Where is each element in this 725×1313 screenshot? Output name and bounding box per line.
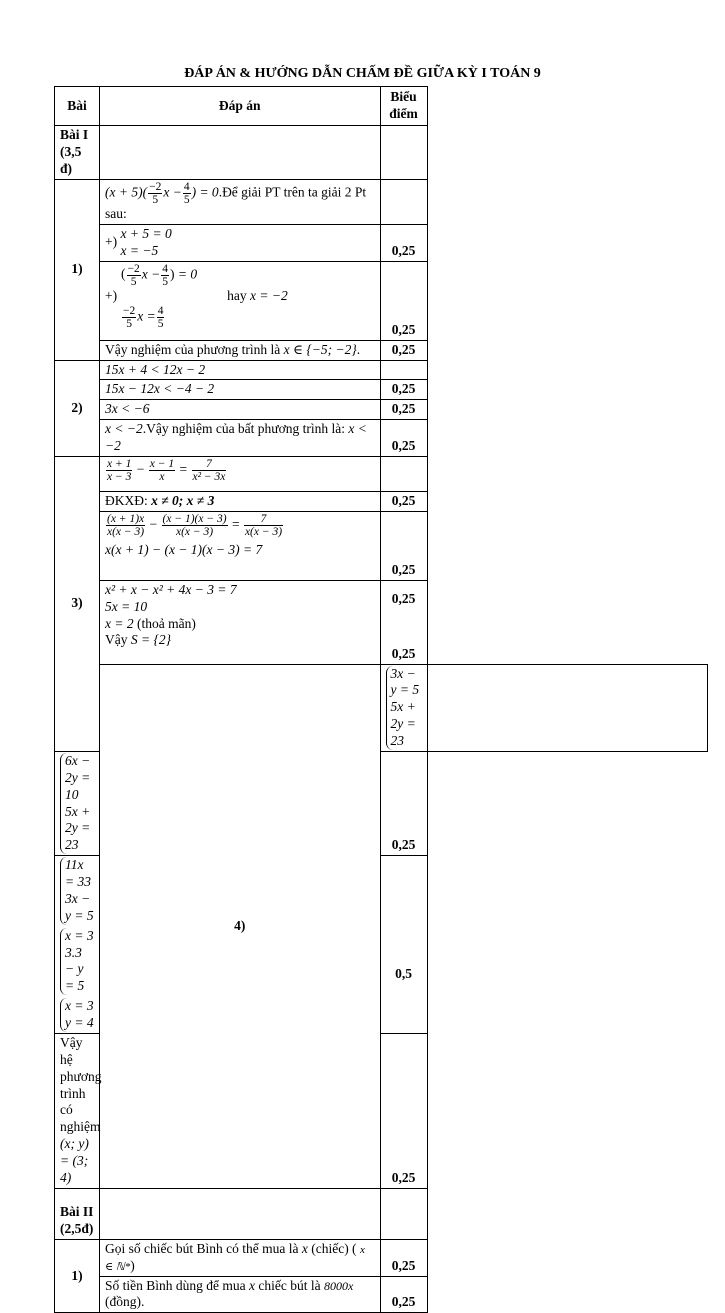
table-row [55, 360, 708, 380]
section-row-bai2 [55, 1188, 708, 1239]
q4-system-b: 6x − 2y = 10 5x + 2y = 23 [55, 751, 100, 855]
score-q1-3: 0,25 [380, 340, 427, 360]
bai1-points: (3,5 đ) [60, 143, 82, 176]
q1-case2: ( $\frac{-2}{5}$ x − $\frac{4}{5}$ ) = 0 +) hay x = −2 $\frac{-2}{5}$ x = $\frac{4}{5}$ [100, 261, 381, 340]
score-q3-cell [380, 580, 427, 664]
b2q1-line1: Gọi số chiếc bút Bình có thể mua là x (chiếc) ( x ∈ ℕ*) [100, 1239, 381, 1276]
table-row [55, 491, 708, 511]
question-label-q3: 3) [55, 456, 100, 751]
score-q2-3: 0,25 [380, 400, 427, 420]
score-q4-3: 0,25 [380, 1033, 427, 1188]
table-row [55, 511, 708, 580]
score-q3-2: 0,25 [380, 511, 427, 580]
q4-system-a: 3x − y = 5 5x + 2y = 23 [380, 664, 427, 751]
score-q3-3: 0,25 [391, 590, 416, 606]
q1-text: .Để giải PT trên ta giải 2 Pt sau: [105, 184, 367, 221]
header-bai: Bài [55, 87, 100, 126]
score-q4-2: 0,5 [380, 856, 427, 1034]
table-row [55, 664, 708, 751]
q3-equation: $\frac{x + 1}{x - 3}$ − $\frac{x - 1}{x}$ = $\frac{7}{\text{x² − 3x}}$ [100, 456, 381, 491]
answer-table [54, 86, 708, 1313]
q1-equation: (x + 5)( $\frac{-2}{5}$ x − $\frac{4}{5}$ ) = 0.Để giải PT trên ta giải 2 Pt sau: [100, 179, 381, 224]
score-q4-1: 0,25 [380, 751, 427, 855]
score-q1-2: 0,25 [380, 261, 427, 340]
section-label-bai2 [55, 1188, 100, 1239]
header-row [55, 87, 708, 126]
question-label-b2q1: 1) [55, 1239, 100, 1313]
score-q1-1: 0,25 [380, 224, 427, 261]
q2-line1: 15x + 4 < 12x − 2 [100, 360, 381, 380]
table-row [55, 340, 708, 360]
bai2-points: (2,5đ) [60, 1220, 94, 1236]
table-row [55, 224, 708, 261]
score-b2q1-2: 0,25 [380, 1276, 427, 1313]
score-q3-1: 0,25 [380, 491, 427, 511]
q2-line3: 3x < −6 [100, 400, 381, 420]
page-title: ĐÁP ÁN & HƯỚNG DẪN CHẤM ĐỀ GIỮA KỲ I TOÁN 9 [184, 66, 541, 81]
section-row-bai1 [55, 126, 708, 180]
bai1-label: Bài I [60, 127, 89, 142]
q4-conclusion: Vậy hệ phương trình có nghiệm (x; y) = (3; 4) [55, 1033, 100, 1188]
q3-solve: x² + x − x² + 4x − 3 = 7 5x = 10 x = 2 (thoả mãn) Vậy S = {2} [100, 580, 381, 664]
q3-dkxd: ĐKXĐ: x ≠ 0; x ≠ 3 [100, 491, 381, 511]
score-q2-4: 0,25 [380, 420, 427, 457]
q1-case1: +) x + 5 = 0 x = −5 [100, 224, 381, 261]
question-label-q1: 1) [55, 179, 100, 360]
table-row [55, 456, 708, 491]
question-label-q4: 4) [100, 664, 381, 1188]
q3-step: $\frac{(x + 1)x}{x(x - 3)}$ − $\frac{(x - 1)(x - 3)}{x(x - 3)}$ = $\frac{7}{x(x - 3)}$ x(x + 1) − (x − 1)(x − 3) = 7 [100, 511, 381, 580]
table-row [55, 580, 708, 664]
question-label-q2: 2) [55, 360, 100, 456]
q2-line4: x < −2.Vậy nghiệm của bất phương trình là: x < −2 [100, 420, 381, 457]
table-row [55, 420, 708, 457]
q1-conclusion: Vậy nghiệm của phương trình là x ∈ {−5; −2}. [100, 340, 381, 360]
score-q3-4: 0,25 [391, 645, 416, 661]
bai2-label: Bài II [60, 1204, 94, 1219]
score-b2q1-1: 0,25 [380, 1239, 427, 1276]
table-row [55, 400, 708, 420]
header-dap-an: Đáp án [100, 87, 381, 126]
table-row [55, 179, 708, 224]
table-row [55, 380, 708, 400]
table-row [55, 1239, 708, 1276]
q4-system-cde: 11x = 33 3x − y = 5 x = 3 3.3 − y = 5 x = 3 y = 4 [55, 856, 100, 1034]
header-bieu-diem: Biểu điểm [380, 87, 427, 126]
section-label-bai1 [55, 126, 100, 180]
table-row [55, 261, 708, 340]
b2q1-line2: Số tiền Bình dùng để mua x chiếc bút là 8000x (đồng). [100, 1276, 381, 1313]
score-q2-2: 0,25 [380, 380, 427, 400]
table-row [55, 1276, 708, 1313]
q2-line2: 15x − 12x < −4 − 2 [100, 380, 381, 400]
